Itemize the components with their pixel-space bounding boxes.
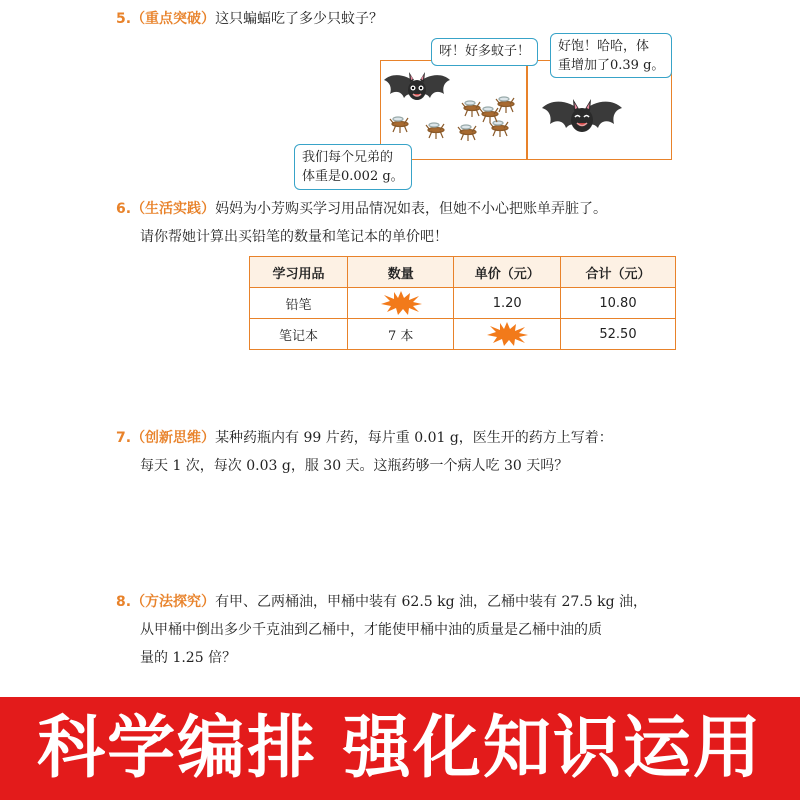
question-text-line2: 每天 1 次，每次 0.03 g，服 30 天。这瓶药够一个病人吃 30 天吗？ xyxy=(140,458,569,474)
question-text-line2: 请你帮她计算出买铅笔的数量和笔记本的单价吧！ xyxy=(140,229,448,245)
question-tag: （重点突破） xyxy=(131,11,216,27)
illustration-divider xyxy=(526,60,528,160)
question-text-line1: 妈妈为小芳购买学习用品情况如表，但她不小心把账单弄脏了。 xyxy=(215,201,608,217)
question-text-line1: 有甲、乙两桶油，甲桶中装有 62.5 kg 油，乙桶中装有 27.5 kg 油， xyxy=(215,594,647,610)
question-text-line1: 某种药瓶内有 99 片药，每片重 0.01 g，医生开的药方上写着： xyxy=(215,430,613,446)
bubble-text-line2: 体重是0.002 g。 xyxy=(302,169,404,184)
question-number: 5. xyxy=(116,11,132,27)
table-row xyxy=(250,319,676,350)
table-cell-qty: 7 本 xyxy=(347,319,454,350)
bubble-text: 呀！好多蚊子！ xyxy=(439,44,531,59)
table-header: 学习用品 xyxy=(250,257,348,288)
supplies-table xyxy=(249,256,676,350)
question-number: 7. xyxy=(116,430,132,446)
question-7 xyxy=(116,424,776,480)
question-text-line3: 量的 1.25 倍？ xyxy=(140,650,237,666)
mosquito-speech-bubble xyxy=(294,144,412,190)
question-8 xyxy=(116,588,776,672)
table-cell-item: 笔记本 xyxy=(250,319,348,350)
table-cell-total: 10.80 xyxy=(560,288,675,319)
bubble-text-line1: 好饱！哈哈，体 xyxy=(558,39,650,54)
table-cell-item: 铅笔 xyxy=(250,288,348,319)
promo-banner: 科学编排 强化知识运用 xyxy=(0,697,800,800)
question-number: 8. xyxy=(116,594,132,610)
question-6 xyxy=(116,195,776,251)
table-header-row xyxy=(250,257,676,288)
table-header: 数量 xyxy=(347,257,454,288)
bubble-text-line2: 重增加了0.39 g。 xyxy=(558,58,665,73)
question-number: 6. xyxy=(116,201,132,217)
question-5 xyxy=(116,5,776,33)
table-cell-qty xyxy=(347,288,454,319)
ink-stain-icon xyxy=(379,290,423,316)
bat-full-icon xyxy=(540,94,624,142)
table-header: 单价（元） xyxy=(454,257,561,288)
question-tag: （生活实践） xyxy=(131,201,216,217)
bat-full-speech-bubble xyxy=(550,33,672,78)
ink-stain-icon xyxy=(485,320,529,348)
table-row xyxy=(250,288,676,319)
question-text: 这只蝙蝠吃了多少只蚊子？ xyxy=(215,11,384,27)
bat-speech-bubble xyxy=(431,38,538,66)
table-cell-price: 1.20 xyxy=(454,288,561,319)
bubble-text-line1: 我们每个兄弟的 xyxy=(302,150,394,165)
table-cell-price xyxy=(454,319,561,350)
table-header: 合计（元） xyxy=(560,257,675,288)
question-text-line2: 从甲桶中倒出多少千克油到乙桶中，才能使甲桶中油的质量是乙桶中油的质 xyxy=(140,622,602,638)
question-tag: （方法探究） xyxy=(131,594,216,610)
question-tag: （创新思维） xyxy=(131,430,216,446)
table-cell-total: 52.50 xyxy=(560,319,675,350)
